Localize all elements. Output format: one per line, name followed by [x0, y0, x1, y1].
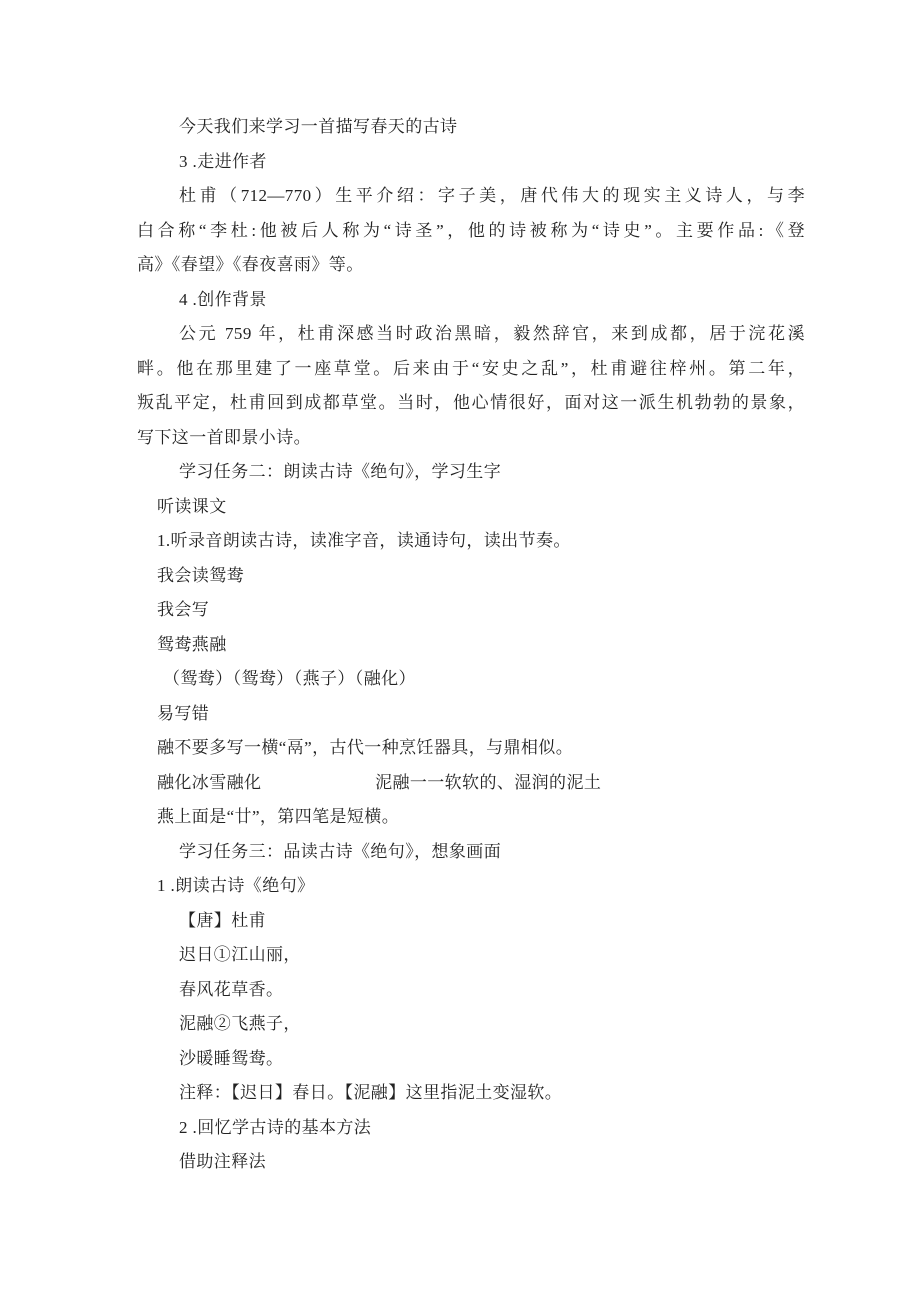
poem-line-4: 沙暖睡鸳鸯。 [179, 1048, 284, 1068]
background-paragraph [137, 317, 805, 455]
poem-line-3: 泥融②飞燕子， [179, 1014, 301, 1033]
poem-line-1: 迟日①江山丽， [179, 945, 301, 964]
poem-author: 【唐】杜甫 [179, 910, 266, 930]
task3-step2: 2 .回忆学古诗的基本方法 [179, 1117, 372, 1137]
poem-line-2: 春风花草香。 [179, 979, 284, 999]
listen-step: 1.听录音朗读古诗，读准字音，读通诗句，读出节奏。 [157, 531, 571, 550]
heading-task2: 学习任务二：朗读古诗《绝句》，学习生字 [179, 462, 502, 481]
write-chars-line: 鸳鸯燕融 [157, 634, 227, 654]
author-paragraph-line-3: 高》《春望》《春夜喜雨》等。 [137, 255, 364, 274]
read-words-line: 我会读鸳鸯 [157, 565, 244, 585]
background-paragraph-line-2: 畔。他在那里建了一座草堂。后来由于“安史之乱”，杜甫避往梓州。第二年， [137, 358, 805, 378]
error-title: 易写错 [157, 703, 210, 723]
author-paragraph-line-2: 白合称“李杜:他被后人称为“诗圣”，他的诗被称为“诗史”。主要作品:《登 [137, 220, 805, 240]
error-yan-line: 燕上面是“廿”，第四笔是短横。 [157, 807, 400, 826]
author-paragraph [137, 179, 805, 283]
heading-author: 3 .走进作者 [179, 151, 267, 171]
method-line: 借助注释法 [179, 1152, 266, 1171]
error-rong-line: 融不要多写一横“鬲”，古代一种烹饪器具，与鼎相似。 [157, 738, 574, 757]
poem-notes: 注释：【迟日】春日。【泥融】这里指泥土变湿软。 [179, 1083, 563, 1102]
listen-title: 听读课文 [157, 496, 227, 516]
author-paragraph-line-1: 杜甫（712—770）生平介绍：字子美，唐代伟大的现实主义诗人，与李 [179, 186, 805, 205]
background-paragraph-line-1: 公元 759 年，杜甫深感当时政治黑暗，毅然辞官，来到成都，居于浣花溪 [179, 324, 805, 343]
heading-task3: 学习任务三：品读古诗《绝句》，想象画面 [179, 841, 502, 861]
poem-block [137, 904, 805, 1111]
background-paragraph-line-4: 写下这一首即景小诗。 [137, 427, 311, 447]
write-title: 我会写 [157, 600, 210, 619]
write-words-line: （鸳鸯）（鸳鸯）（燕子）（融化） [163, 669, 416, 688]
task3-step1: 1 .朗读古诗《绝句》 [157, 876, 315, 895]
background-paragraph-line-3: 叛乱平定，杜甫回到成都草堂。当时，他心情很好，面对这一派生机勃勃的景象， [137, 393, 805, 412]
rong-example-left: 融化冰雪融化 [157, 772, 262, 792]
intro-line: 今天我们来学习一首描写春天的古诗 [179, 117, 458, 136]
rong-examples-line [137, 766, 805, 801]
rong-example-right: 泥融一一软软的、湿润的泥土 [375, 772, 602, 792]
heading-background: 4 .创作背景 [179, 289, 267, 309]
document-body [137, 110, 805, 1180]
